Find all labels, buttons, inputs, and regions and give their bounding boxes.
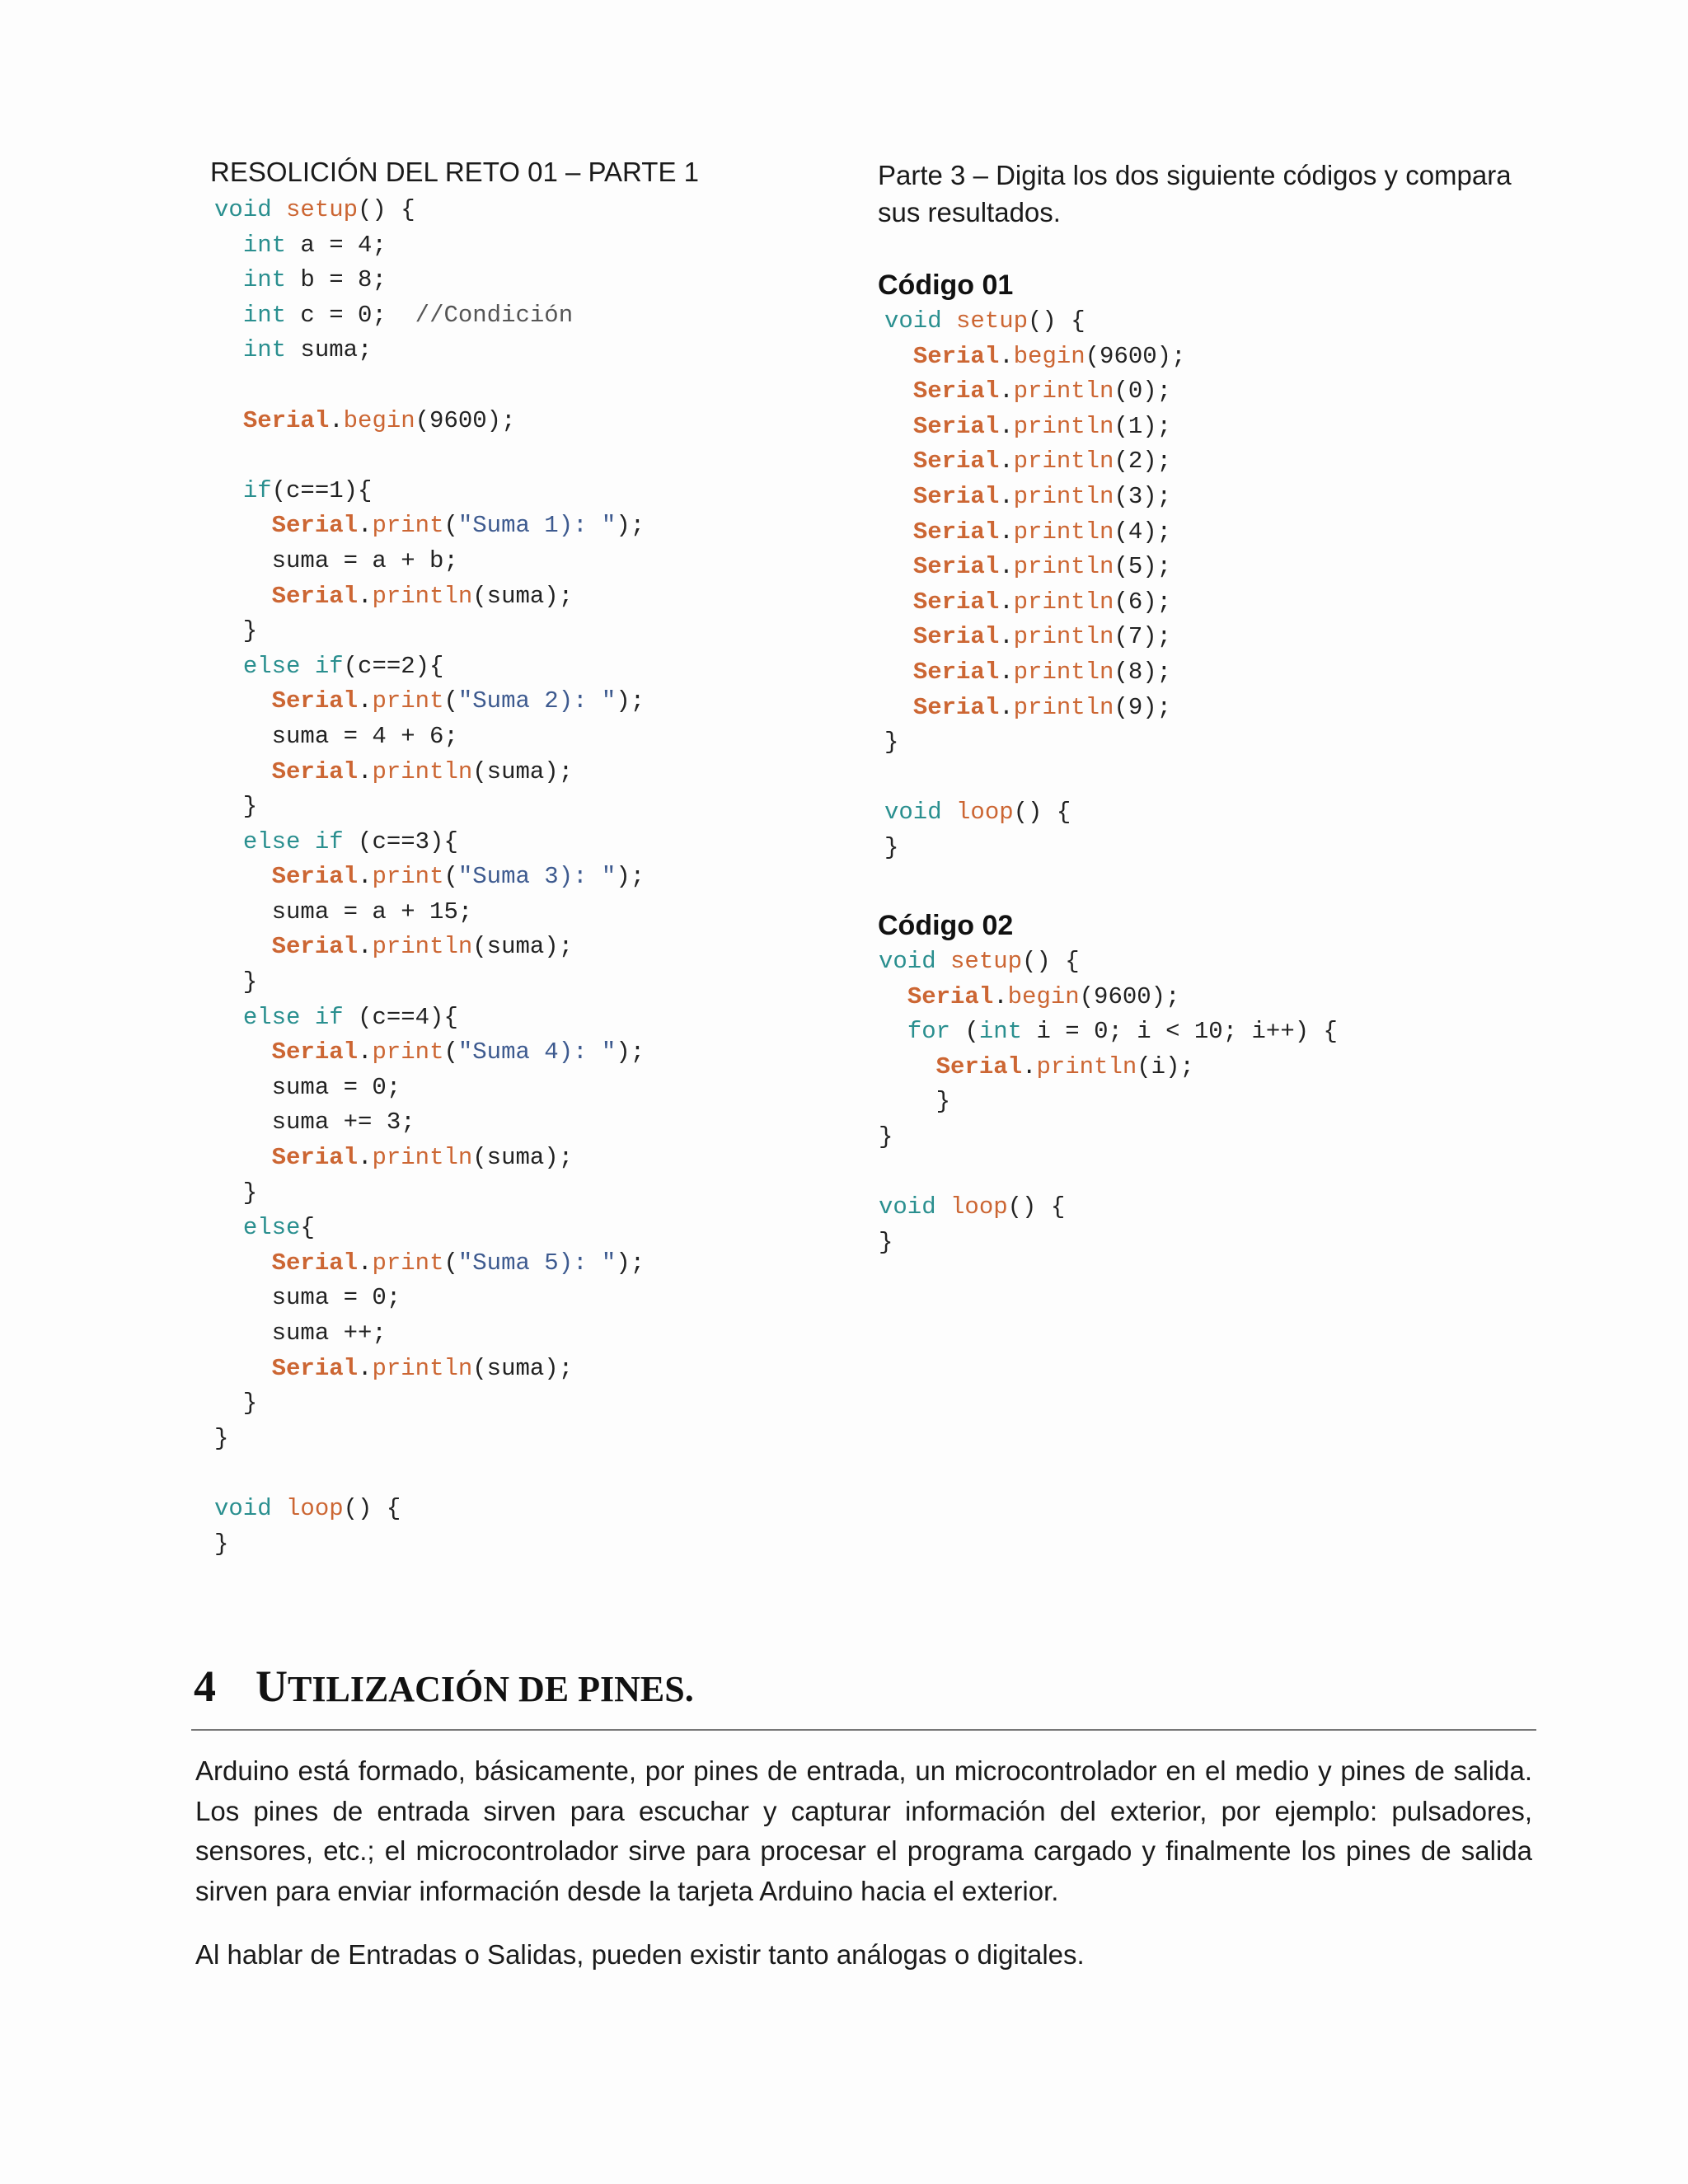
code-line: int a = 4;	[242, 231, 387, 259]
code-line: suma = a + b;	[214, 546, 458, 574]
code-line: Serial.println(suma);	[271, 1144, 574, 1172]
paragraph-inputs-outputs: Al hablar de Entradas o Salidas, pueden existir tanto análogas o digitales.	[195, 1939, 1085, 1970]
code-line: void loop() {	[879, 1193, 1066, 1221]
code-line	[214, 1456, 645, 1492]
code-line: else{	[242, 1214, 315, 1242]
code-line: Serial.begin(9600);	[907, 982, 1180, 1010]
code-line	[879, 1155, 1338, 1191]
code-line: }	[879, 1088, 951, 1116]
code-line: Serial.println(2);	[912, 448, 1172, 476]
code-line: suma += 3;	[214, 1108, 415, 1137]
code-line: for (int i = 0; i < 10; i++) {	[907, 1018, 1338, 1046]
code-line: }	[879, 1228, 893, 1256]
code-line: Serial.println(suma);	[271, 933, 574, 961]
code-line: Serial.print("Suma 4): ");	[271, 1038, 645, 1066]
code-line: int suma;	[242, 336, 373, 364]
code-line: suma ++;	[214, 1319, 387, 1347]
code-line: else if (c==3){	[242, 827, 458, 855]
code-line: Serial.print("Suma 5): ");	[271, 1249, 645, 1277]
code-line: Serial.print("Suma 1): ");	[271, 512, 645, 540]
code-block-codigo01	[884, 304, 1185, 866]
code-line: if(c==1){	[242, 476, 373, 504]
code-line: }	[879, 1122, 893, 1151]
code-line: void setup() {	[214, 196, 415, 223]
code-line: }	[884, 729, 899, 757]
code-line	[884, 761, 1185, 796]
code-line: Serial.println(suma);	[271, 757, 574, 785]
code-line: suma = 4 + 6;	[214, 722, 458, 750]
code-line: Serial.println(7);	[912, 623, 1172, 651]
code-line: int c = 0; //Condición	[242, 301, 574, 329]
code-block-codigo02	[879, 944, 1338, 1260]
codigo02-heading: Código 02	[878, 910, 1014, 941]
code-line: Serial.println(i);	[935, 1052, 1194, 1080]
code-line: }	[214, 617, 258, 645]
code-line: Serial.println(1);	[912, 412, 1172, 440]
code-line: }	[214, 793, 258, 821]
section-number: 4	[194, 1661, 216, 1711]
code-line: Serial.println(5);	[912, 553, 1172, 581]
code-line: Serial.println(9);	[912, 693, 1172, 721]
code-line	[214, 368, 645, 404]
code-block-reto01	[214, 193, 645, 1562]
code-line: }	[214, 1530, 229, 1558]
code-line: Serial.println(6);	[912, 588, 1172, 616]
section-heading-4	[194, 1661, 694, 1712]
code-line: Serial.print("Suma 2): ");	[271, 687, 645, 715]
paragraph-arduino-pins: Arduino está formado, básicamente, por pines de entrada, un microcontrolador en el medio y pines de salida. Los pines de entrada sirven para escuchar y capturar información del exterior, por ejemplo: pulsadores, sensores, etc.; el microcontrolador sirve para procesar el programa cargado y finalmente los pines de salida sirven para enviar información desde la tarjeta Arduino hacia el exterior.	[195, 1755, 1532, 1906]
code-line: void setup() {	[884, 307, 1085, 335]
section-title-part2: PINES.	[578, 1669, 694, 1709]
code-line: }	[214, 968, 258, 996]
code-line: void loop() {	[214, 1494, 401, 1522]
code-line: Serial.println(suma);	[271, 1354, 574, 1382]
code-line: Serial.println(0);	[912, 377, 1172, 405]
code-line: Serial.begin(9600);	[912, 342, 1186, 370]
section-divider	[191, 1729, 1536, 1731]
code-line: }	[214, 1179, 258, 1207]
code-line: suma = 0;	[214, 1284, 401, 1312]
code-line: int b = 8;	[242, 266, 387, 294]
code-line: }	[214, 1390, 258, 1418]
code-line: void loop() {	[884, 799, 1071, 827]
code-line: Serial.begin(9600);	[242, 406, 516, 434]
code-line: Serial.println(4);	[912, 518, 1172, 546]
code-line: else if (c==4){	[242, 1003, 458, 1031]
code-line: Serial.println(3);	[912, 482, 1172, 510]
parte3-instructions: Parte 3 – Digita los dos siguiente códigos y compara sus resultados.	[878, 160, 1512, 227]
code-line: suma = a + 15;	[214, 898, 473, 926]
code-line: else if(c==2){	[242, 652, 444, 680]
code-line: Serial.println(suma);	[271, 582, 574, 610]
code-line: void setup() {	[879, 948, 1080, 975]
codigo01-heading: Código 01	[878, 269, 1014, 301]
code-line: Serial.print("Suma 3): ");	[271, 863, 645, 891]
code-line: }	[214, 1424, 229, 1452]
code-line	[214, 438, 645, 474]
code-line: Serial.println(8);	[912, 658, 1172, 686]
code-line: }	[884, 833, 899, 861]
code-line: suma = 0;	[214, 1073, 401, 1101]
section-title-part1: TILIZACIÓN DE	[288, 1669, 579, 1709]
left-column-title: RESOLICIÓN DEL RETO 01 – PARTE 1	[210, 157, 699, 187]
section-title-cap1: U	[256, 1661, 288, 1711]
